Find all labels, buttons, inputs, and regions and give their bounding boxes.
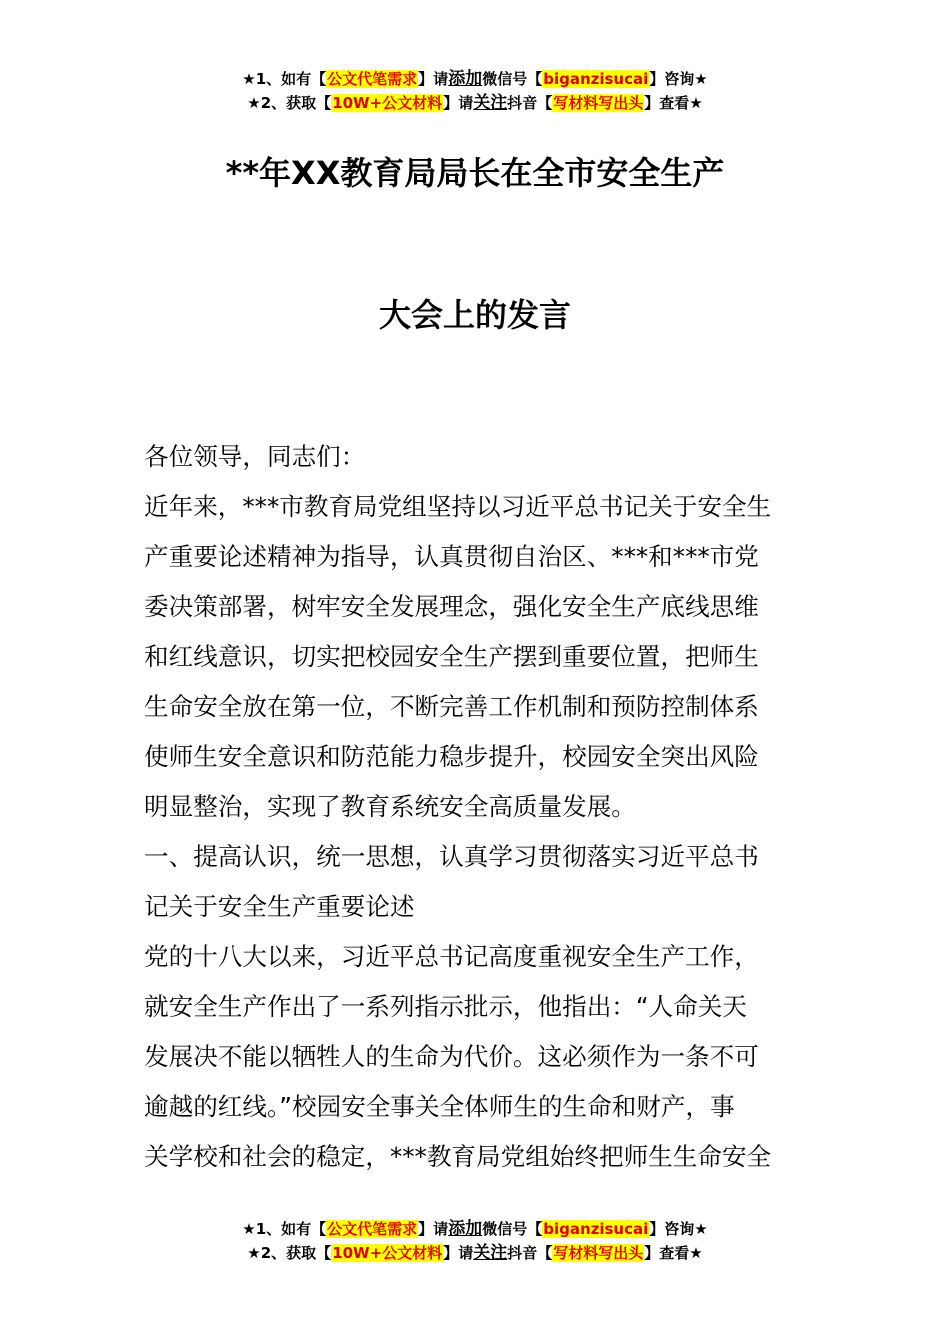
document-title-line-2: 大会上的发言: [378, 296, 571, 334]
banner-text: 抖音【: [507, 1244, 553, 1262]
body-line: 关学校和社会的稳定，***教育局党组始终把师生生命安全: [144, 1142, 772, 1171]
body-line: 和红线意识，切实把校园安全生产摆到重要位置，把师生: [144, 642, 759, 671]
banner-underlined: 添加: [448, 1219, 483, 1239]
body-line: 发展决不能以牺牲人的生命为代价。这必须作为一条不可: [144, 1042, 759, 1071]
footer-banner: [0, 1217, 950, 1265]
banner-highlight: biganzisucai: [543, 1220, 649, 1238]
banner-line-1: [0, 1217, 950, 1241]
body-line: 产重要论述精神为指导，认真贯彻自治区、***和***市党: [144, 542, 759, 571]
banner-text: 】请: [418, 70, 449, 88]
banner-highlight: 公文代笔需求: [327, 70, 418, 88]
banner-text: 微信号【: [482, 70, 543, 88]
body-line: 逾越的红线。”校园安全事关全体师生的生命和财产，事: [144, 1092, 735, 1121]
body-line: 近年来，***市教育局党组坚持以习近平总书记关于安全生: [144, 492, 772, 521]
body-line: 使师生安全意识和防范能力稳步提升，校园安全突出风险: [144, 742, 759, 771]
body-line: 党的十八大以来，习近平总书记高度重视安全生产工作，: [144, 942, 759, 971]
document-title-line-1: **年XX教育局局长在全市安全生产: [225, 154, 725, 192]
banner-highlight: 10W+公文材料: [332, 94, 443, 112]
banner-highlight: 公文代笔需求: [327, 1220, 418, 1238]
banner-text: 】查看★: [644, 94, 703, 112]
banner-text: ★2、获取【: [247, 1244, 332, 1262]
banner-text: 】请: [418, 1220, 449, 1238]
document-body: [144, 432, 808, 1182]
banner-highlight: 10W+公文材料: [332, 1244, 443, 1262]
banner-text: ★2、获取【: [247, 94, 332, 112]
section-heading-line: 记关于安全生产重要论述: [144, 892, 415, 921]
banner-text: 】请: [443, 94, 474, 112]
banner-highlight: biganzisucai: [543, 70, 649, 88]
banner-line-2: [0, 91, 950, 115]
body-line: 生命安全放在第一位，不断完善工作机制和预防控制体系: [144, 692, 759, 721]
header-banner: [0, 67, 950, 115]
banner-highlight: 写材料写出头: [553, 1244, 644, 1262]
banner-text: 抖音【: [507, 94, 553, 112]
section-heading-line: 一、提高认识，统一思想，认真学习贯彻落实习近平总书: [144, 842, 759, 871]
banner-line-2: [0, 1241, 950, 1265]
body-line: 就安全生产作出了一系列指示批示，他指出：“人命关天: [144, 992, 747, 1021]
banner-underlined: 关注: [473, 1243, 508, 1263]
banner-underlined: 添加: [448, 69, 483, 89]
banner-underlined: 关注: [473, 93, 508, 113]
body-line: 委决策部署，树牢安全发展理念，强化安全生产底线思维: [144, 592, 759, 621]
banner-text: 】查看★: [644, 1244, 703, 1262]
banner-highlight: 写材料写出头: [553, 94, 644, 112]
banner-text: ★1、如有【: [242, 1220, 327, 1238]
banner-text: 】咨询★: [649, 1220, 708, 1238]
banner-text: 】咨询★: [649, 70, 708, 88]
banner-line-1: [0, 67, 950, 91]
banner-text: 】请: [443, 1244, 474, 1262]
banner-text: ★1、如有【: [242, 70, 327, 88]
body-line: 明显整治，实现了教育系统安全高质量发展。: [144, 792, 636, 821]
body-line: 各位领导，同志们：: [144, 442, 366, 471]
banner-text: 微信号【: [482, 1220, 543, 1238]
